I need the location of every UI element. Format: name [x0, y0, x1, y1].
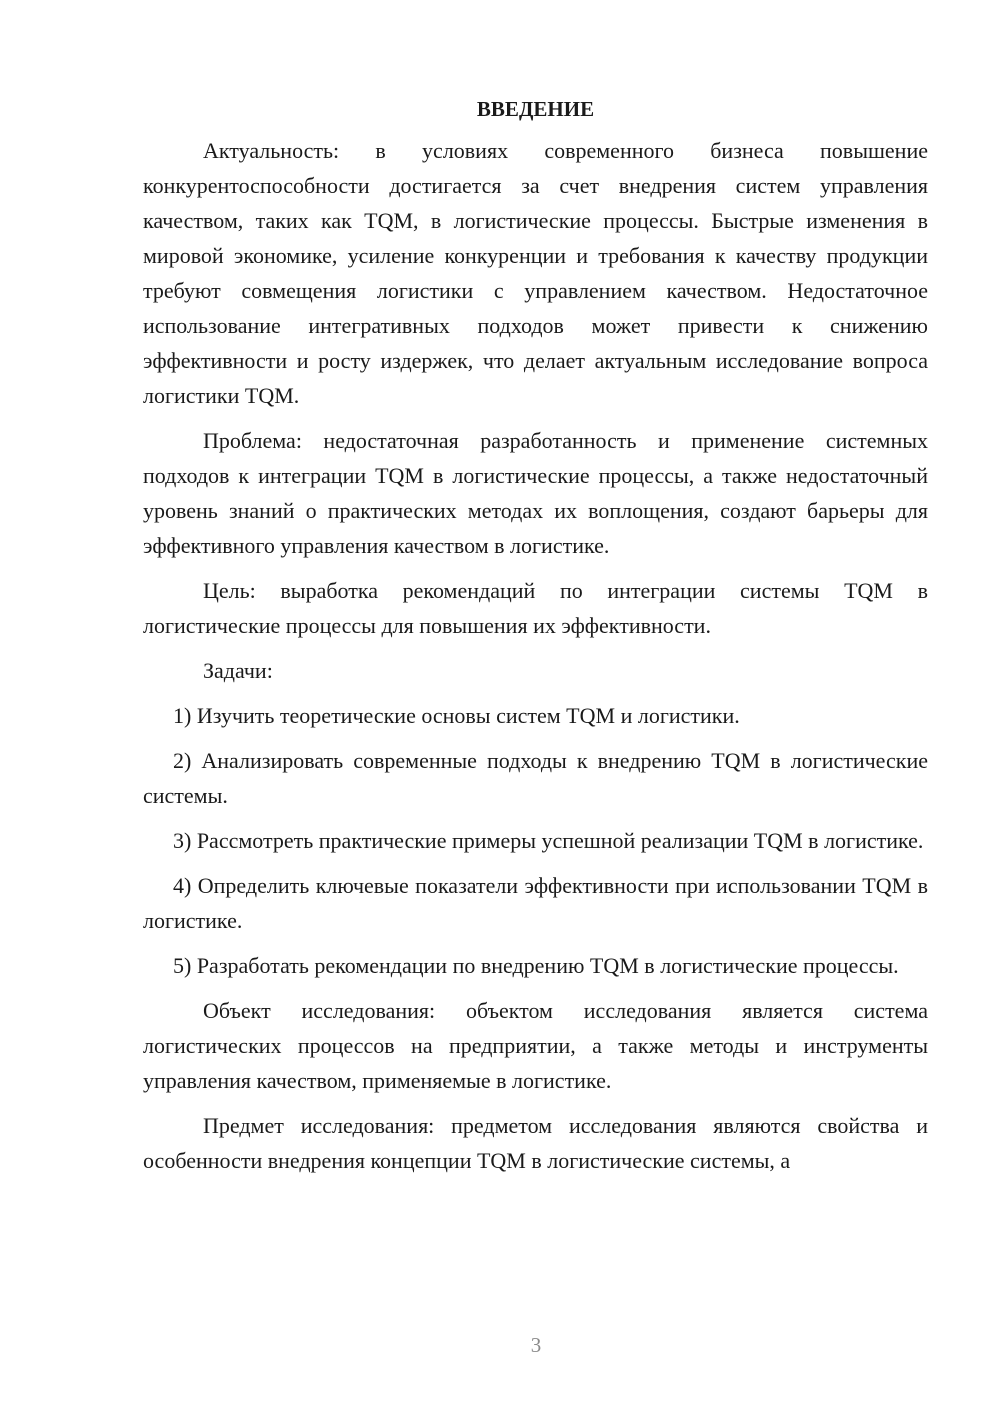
task-item: 5) Разработать рекомендации по внедрению TQM в логистические процессы.	[173, 953, 899, 978]
section-heading: ВВЕДЕНИЕ	[476, 97, 595, 121]
paragraph-goal: Цель: выработка рекомендаций по интеграции системы TQM в логистические процессы для повышения их эффективности.	[143, 578, 928, 638]
paragraph-object: Объект исследования: объектом исследования является система логистических процессов на предприятии, а также методы и инструменты управления качеством, применяемые в логистике.	[143, 998, 928, 1093]
paragraph-tasks-label: Задачи:	[203, 658, 273, 683]
page-number: 3	[530, 1333, 542, 1357]
page-content	[143, 92, 928, 1188]
task-item: 1) Изучить теоретические основы систем TQM и логистики.	[173, 703, 740, 728]
task-item: 4) Определить ключевые показатели эффективности при использовании TQM в логистике.	[143, 873, 928, 933]
task-item: 3) Рассмотреть практические примеры успешной реализации TQM в логистике.	[173, 828, 924, 853]
paragraph-subject: Предмет исследования: предметом исследования являются свойства и особенности внедрения концепции TQM в логистические системы, а	[143, 1113, 928, 1173]
task-item: 2) Анализировать современные подходы к внедрению TQM в логистические системы.	[143, 748, 928, 808]
paragraph-relevance: Актуальность: в условиях современного бизнеса повышение конкурентоспособности достигается за счет внедрения систем управления качеством, таких как TQM, в логистические процессы. Быстрые изменения в мировой экономике, усиление конкуренции и требования к качеству продукции требуют совмещения логистики с управлением качеством. Недостаточное использование интегративных подходов может привести к снижению эффективности и росту издержек, что делает актуальным исследование вопроса логистики TQM.	[143, 138, 928, 408]
paragraph-problem: Проблема: недостаточная разработанность и применение системных подходов к интеграции TQM в логистические процессы, а также недостаточный уровень знаний о практических методах их воплощения, создают барьеры для эффективного управления качеством в логистике.	[143, 428, 928, 558]
